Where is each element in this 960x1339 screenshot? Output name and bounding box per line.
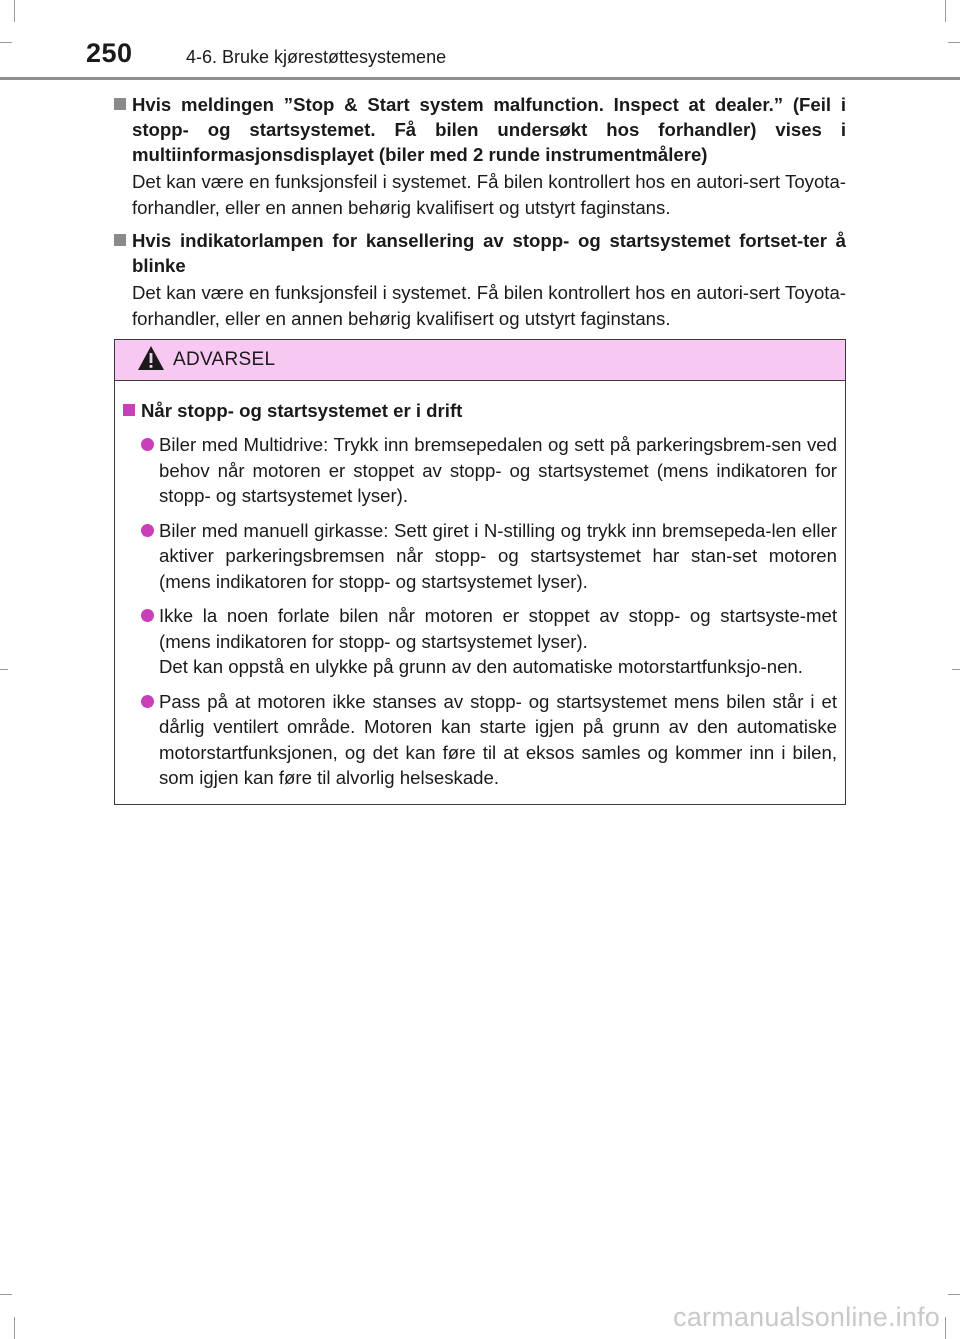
page-number: 250 bbox=[86, 38, 133, 68]
crop-mark bbox=[0, 669, 8, 670]
main-content bbox=[114, 92, 846, 339]
crop-mark bbox=[0, 1294, 12, 1295]
section-heading bbox=[114, 228, 846, 278]
warning-bullet bbox=[123, 432, 837, 509]
warning-bullet-text: Biler med manuell girkasse: Sett giret i N-stilling og trykk inn bremsepeda-len eller aktiver parkeringsbremsen når stopp- og startsystemet har stan-set motoren (mens indikatoren for stopp- og startsystemet lyser). bbox=[159, 519, 837, 592]
watermark: carmanualsonline.info bbox=[673, 1302, 940, 1332]
warning-heading bbox=[123, 398, 837, 423]
warning-box bbox=[114, 339, 846, 805]
round-bullet-icon bbox=[141, 695, 154, 708]
warning-bullet bbox=[123, 603, 837, 680]
section-heading bbox=[114, 92, 846, 167]
round-bullet-icon bbox=[141, 438, 154, 451]
warning-bullet-extra-text: Det kan oppstå en ulykke på grunn av den automatiske motorstartfunksjo-nen. bbox=[159, 656, 803, 677]
warning-bullet bbox=[123, 518, 837, 595]
warning-header bbox=[115, 340, 845, 381]
warning-triangle-icon bbox=[137, 345, 165, 371]
section-title: 4-6. Bruke kjørestøttesystemene bbox=[186, 47, 447, 67]
crop-mark bbox=[945, 1317, 946, 1339]
warning-bullet bbox=[123, 689, 837, 791]
page-header bbox=[0, 0, 960, 82]
warning-bullet-text: Ikke la noen forlate bilen når motoren er stoppet av stopp- og startsyste-met (mens indikatoren for stopp- og startsystemet lyser). bbox=[159, 605, 837, 652]
square-bullet-icon bbox=[114, 234, 126, 246]
section-heading-text: Hvis indikatorlampen for kansellering av stopp- og startsystemet fortset-ter å blinke bbox=[132, 230, 846, 276]
warning-body bbox=[115, 381, 845, 791]
crop-mark bbox=[14, 1317, 15, 1339]
square-bullet-icon bbox=[114, 98, 126, 110]
warning-heading-text: Når stopp- og startsystemet er i drift bbox=[141, 400, 463, 421]
square-bullet-icon bbox=[123, 404, 135, 416]
header-rule bbox=[0, 77, 960, 80]
section-paragraph: Det kan være en funksjonsfeil i systemet. Få bilen kontrollert hos en autori-sert Toyota-forhandler, eller en annen behørig kvalifisert og utstyrt faginstans. bbox=[132, 282, 846, 329]
warning-title: ADVARSEL bbox=[173, 349, 276, 370]
warning-bullet-text: Biler med Multidrive: Trykk inn bremsepedalen og sett på parkeringsbrem-sen ved behov når motoren er stoppet av stopp- og startsystemet (mens indikatoren for stopp- og startsystemet lyser). bbox=[159, 434, 837, 506]
section-heading-text: Hvis meldingen ”Stop & Start system malfunction. Inspect at dealer.” (Feil i stopp- og startsystemet. Få bilen undersøkt hos forhandler) vises i multiinformasjonsdisplayet (biler med 2 runde instrumentmålere) bbox=[132, 94, 846, 165]
round-bullet-icon bbox=[141, 609, 154, 622]
section-paragraph: Det kan være en funksjonsfeil i systemet. Få bilen kontrollert hos en autori-sert Toyota-forhandler, eller en annen behørig kvalifisert og utstyrt faginstans. bbox=[132, 171, 846, 218]
crop-mark bbox=[948, 1294, 960, 1295]
round-bullet-icon bbox=[141, 524, 154, 537]
warning-bullet-text: Pass på at motoren ikke stanses av stopp- og startsystemet mens bilen står i et dårlig ventilert område. Motoren kan starte igjen på grunn av den automatiske motorstartfunksjonen, og det kan føre til at eksos samles og kommer inn i bilen, som igjen kan føre til alvorlig helseskade. bbox=[159, 690, 837, 788]
crop-mark bbox=[952, 669, 960, 670]
